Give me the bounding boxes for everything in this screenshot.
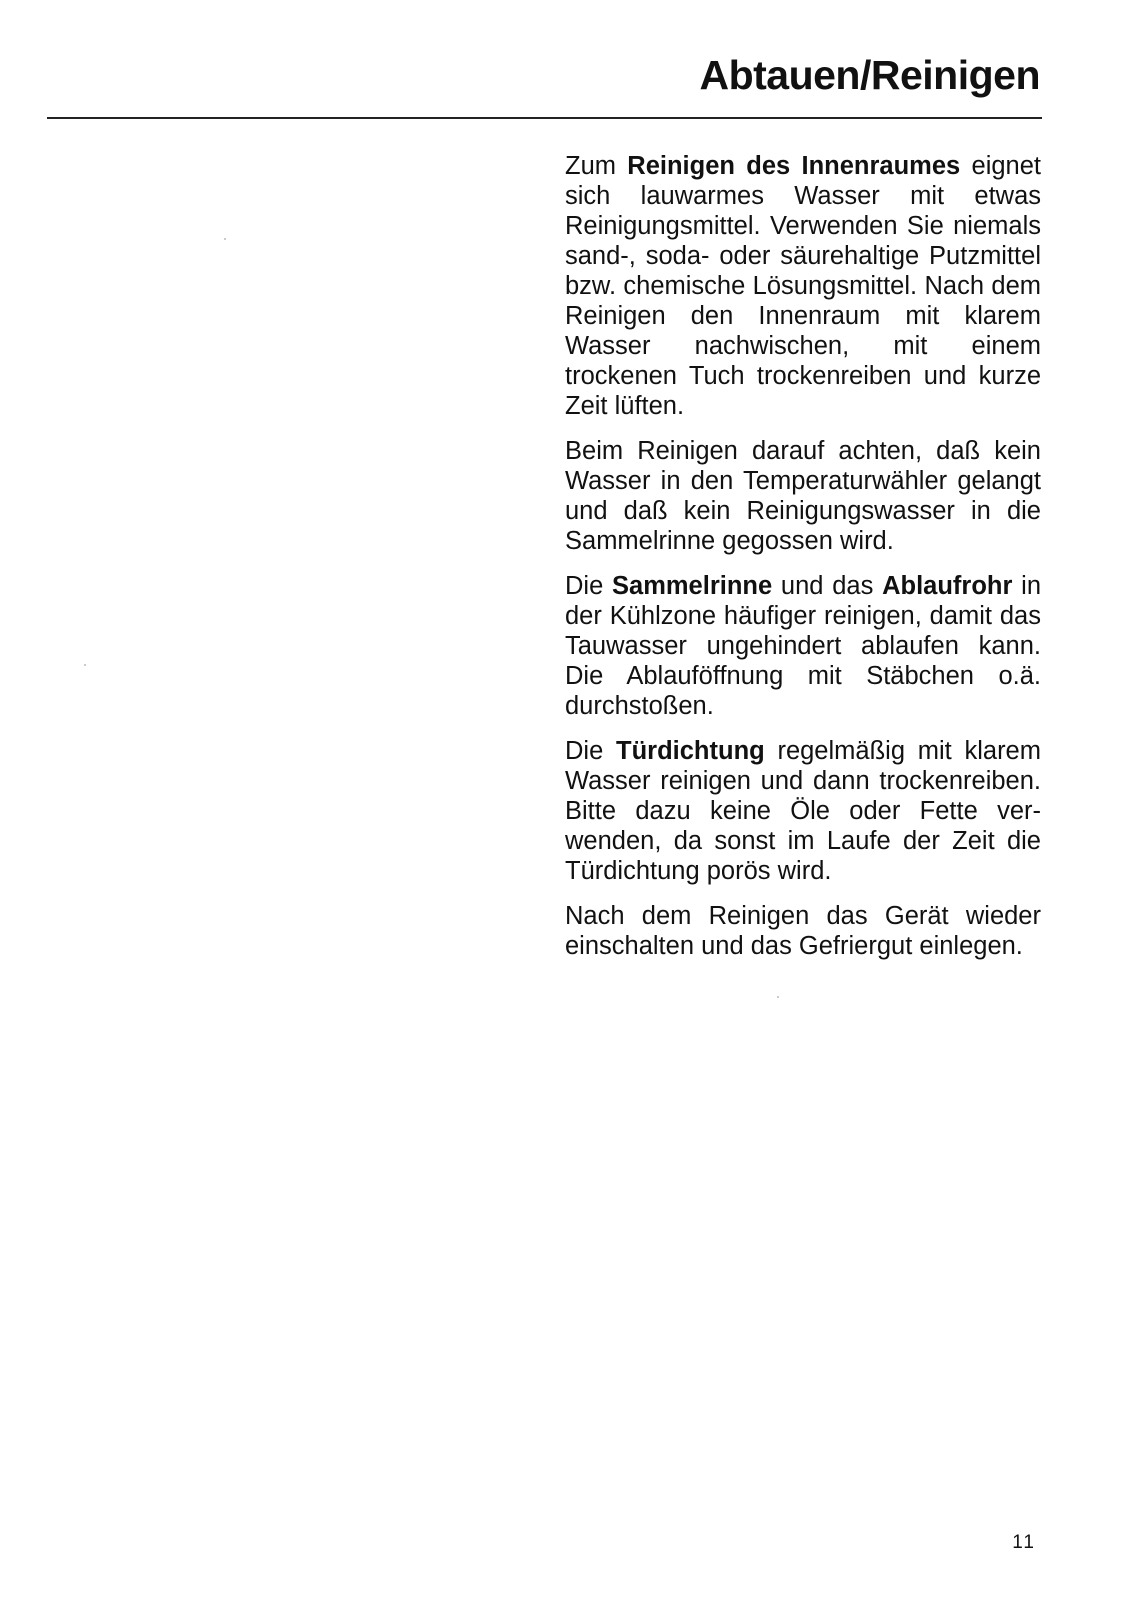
paragraph-text: Zum (565, 152, 628, 180)
bold-term: Sammelrinne (612, 572, 773, 600)
paragraph-cleaning-caution (565, 436, 1041, 556)
paragraph-door-seal (565, 736, 1041, 886)
page-title: Abtauen/Reinigen (699, 52, 1040, 98)
paragraph-text: eignet sich lauwarmes Wasser mit etwas Reinigungsmittel. Verwenden Sie niemals sand-, soda- oder säurehaltige Putzmittel bzw. chemische Lösungsmittel. Nach dem Reinigen den Innenraum mit klarem Wasser nachwischen, mit einem trockenen Tuch trockenreiben und kurze Zeit lüften. (565, 152, 1041, 420)
scan-speck (777, 996, 779, 998)
page-number: 11 (1012, 1532, 1036, 1553)
paragraph-text: Die (565, 572, 613, 600)
paragraph-cleaning-interior (565, 151, 1041, 421)
bold-term: Ablaufrohr (882, 572, 1013, 600)
paragraph-text: Die (565, 737, 616, 765)
scan-speck (84, 664, 86, 666)
bold-term: Türdichtung (616, 737, 765, 765)
content-column (565, 151, 1041, 976)
paragraph-text: Nach dem Reinigen das Gerät wieder einschalten und das Gefriergut einlegen. (565, 902, 1041, 960)
paragraph-text: regelmäßig mit klarem Wasser reinigen und dann trockenreiben. Bitte dazu keine Öle oder Fette verwenden, da sonst im Laufe der Zeit die Türdichtung porös wird. (565, 737, 1041, 885)
paragraph-text: in der Kühlzone häufiger reinigen, damit das Tauwasser ungehindert ablaufen kann. Die Ablauföffnung mit Stäbchen o.ä. durchstoßen. (565, 572, 1041, 720)
paragraph-text: Beim Reinigen darauf achten, daß kein Wasser in den Temperaturwähler gelangt und daß kein Reinigungswasser in die Sammelrinne gegossen wird. (565, 437, 1041, 555)
scan-speck (224, 238, 226, 240)
paragraph-drain-channel (565, 571, 1041, 721)
paragraph-text: und das (772, 572, 883, 600)
bold-term: Reinigen des Innenraumes (627, 152, 961, 180)
paragraph-after-cleaning (565, 901, 1041, 961)
title-divider (47, 117, 1042, 119)
